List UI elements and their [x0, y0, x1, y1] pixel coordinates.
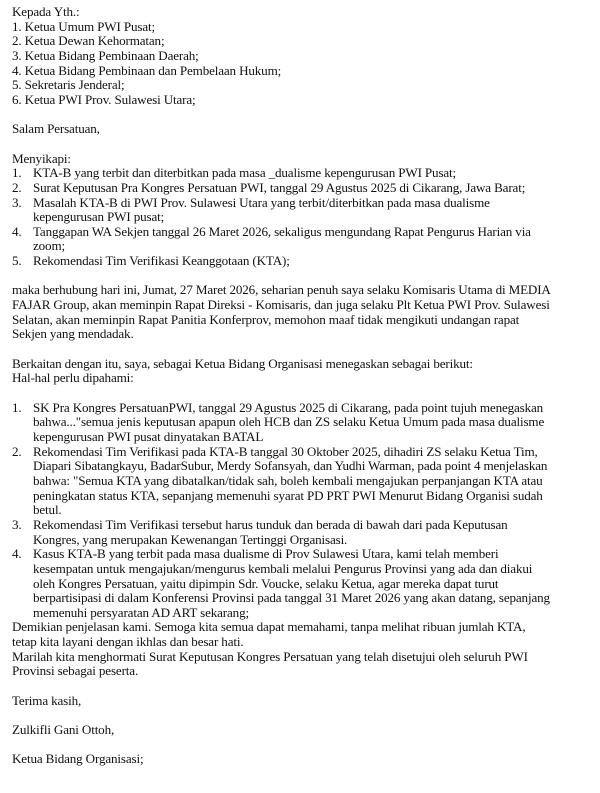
- item-number: 4.: [12, 223, 22, 239]
- item-number: 2.: [12, 443, 22, 459]
- item-text: KTA-B yang terbit dan diterbitkan pada masa _dualisme kepengurusan PWI Pusat;: [33, 165, 457, 181]
- item-text: bahwa..."semua jenis keputusan apapun oleh HCB dan ZS selaku Ketua Umum pada masa dualisme: [33, 414, 545, 430]
- item-text: berpartisipasi di dalam Konferensi Provinsi pada tanggal 31 Maret 2026 yang akan datang, sepanjang: [33, 590, 550, 606]
- spacer: [12, 108, 592, 123]
- spacer: [12, 137, 592, 152]
- item-text: kepengurusan PWI pusat;: [33, 209, 165, 225]
- recipient-item: 2. Ketua Dewan Kehormatan;: [12, 33, 165, 49]
- paragraph-line: Marilah kita menghormati Surat Keputusan Kongres Persatuan yang telah disetujui oleh seluruh PWI: [12, 648, 528, 664]
- paragraph-line: Hal-hal perlu dipahami:: [12, 370, 134, 386]
- recipient-item: 1. Ketua Umum PWI Pusat;: [12, 18, 155, 34]
- point-item: [12, 445, 592, 518]
- recipient-item: 5. Sekretaris Jenderal;: [12, 77, 125, 93]
- closing-paragraph: [12, 620, 592, 679]
- considering-item: [12, 225, 592, 254]
- item-number: 5.: [12, 253, 22, 269]
- item-number: 2.: [12, 179, 22, 195]
- paragraph-line: Provinsi sebagai peserta.: [12, 663, 139, 679]
- spacer: [12, 342, 592, 357]
- paragraph-line: Berkaitan dengan itu, saya, sebagai Ketua Bidang Organisasi menegaskan sebagai berikut:: [12, 355, 473, 371]
- recipient-item: 3. Ketua Bidang Pembinaan Daerah;: [12, 47, 199, 63]
- item-text: bahwa: "Semua KTA yang dibatalkan/tidak sah, boleh kembali mengajukan perpanjangan KTA atau: [33, 472, 543, 488]
- item-text: kesempatan untuk mengajukan/mengurus kembali melalui Pengurus Provinsi yang ada dan diakui: [33, 560, 533, 576]
- point-item: [12, 547, 592, 620]
- thanks: Terima kasih,: [12, 692, 82, 708]
- spacer: [12, 386, 592, 401]
- recipient-item: 6. Ketua PWI Prov. Sulawesi Utara;: [12, 91, 196, 107]
- paragraph-line: maka berhubung hari ini, Jumat, 27 Maret 2026, seharian penuh saya selaku Komisaris Utama di MEDIA: [12, 282, 551, 298]
- spacer: [12, 269, 592, 284]
- paragraph-line: Sekjen yang mendadak.: [12, 326, 134, 342]
- item-text: Rekomendasi Tim Verifikasi pada KTA-B tanggal 30 Oktober 2025, dihadiri ZS selaku Ketua Tim,: [33, 443, 538, 459]
- paragraph-statement: [12, 357, 592, 386]
- item-number: 1.: [12, 165, 22, 181]
- item-number: 1.: [12, 399, 22, 415]
- item-text: SK Pra Kongres PersatuanPWI, tanggal 29 Agustus 2025 di Cikarang, pada point tujuh menegaskan: [33, 399, 544, 415]
- item-text: memenuhi persyaratan AD ART sekarang;: [33, 604, 249, 620]
- item-text: Kongres, yang merupakan Kewenangan Tertinggi Organisasi.: [33, 531, 348, 547]
- paragraph-line: Demikian penjelasan kami. Semoga kita semua dapat memahami, tanpa melihat ribuan jumlah KTA,: [12, 619, 526, 635]
- item-text: betul.: [33, 502, 62, 518]
- point-item: [12, 518, 592, 547]
- item-number: 3.: [12, 194, 22, 210]
- point-item: [12, 401, 592, 445]
- signer-name: Zulkifli Gani Ottoh,: [12, 722, 115, 738]
- paragraph-line: Selatan, akan meminpin Rapat Panitia Konferprov, memohon maaf tidak mengikuti undangan rapat: [12, 311, 520, 327]
- considering-item: [12, 254, 592, 269]
- item-text: Masalah KTA-B di PWI Prov. Sulawesi Utara yang terbit/diterbitkan pada masa dualisme: [33, 194, 490, 210]
- item-text: Diapari Sibatangkayu, BadarSubur, Merdy Sofansyah, dan Yudhi Warman, pada point 4 menjelaskan: [33, 458, 548, 474]
- item-text: Tanggapan WA Sekjen tanggal 26 Maret 2026, sekaligus mengundang Rapat Pengurus Harian via: [33, 223, 531, 239]
- spacer: [12, 679, 592, 694]
- item-text: kepengurusan PWI pusat dinyatakan BATAL: [33, 428, 264, 444]
- points-list: [12, 401, 592, 621]
- greeting: Salam Persatuan,: [12, 121, 100, 137]
- paragraph-explanation: [12, 283, 592, 342]
- paragraph-line: tetap kita layani dengan ikhlas dan besar hati.: [12, 634, 244, 650]
- item-text: Rekomendasi Tim Verifikasi tersebut harus tunduk dan berada di bawah dari pada Keputusan: [33, 516, 508, 532]
- item-text: Rekomendasi Tim Verifikasi Keanggotaan (KTA);: [33, 253, 290, 269]
- spacer: [12, 738, 592, 753]
- considering-item: [12, 166, 592, 181]
- considering-item: [12, 181, 592, 196]
- paragraph-line: FAJAR Group, akan meminpin Rapat Direksi - Komisaris, dan juga selaku Plt Ketua PWI Prov. Sulawesi: [12, 297, 550, 313]
- salutation-to: Kepada Yth.:: [12, 4, 80, 19]
- item-number: 4.: [12, 546, 22, 562]
- item-text: Surat Keputusan Pra Kongres Persatuan PWI, tanggal 29 Agustus 2025 di Cikarang, Jawa Barat;: [33, 179, 526, 195]
- signer-title: Ketua Bidang Organisasi;: [12, 751, 144, 767]
- considering-list: [12, 166, 592, 269]
- recipient-list: [12, 20, 592, 108]
- item-text: oleh Kongres Persatuan, yaitu dipimpin Sdr. Voucke, selaku Ketua, agar mereka dapat turut: [33, 575, 499, 591]
- spacer: [12, 708, 592, 723]
- considering-heading: Menyikapi:: [12, 150, 71, 166]
- item-text: zoom;: [33, 238, 65, 254]
- recipient-item: 4. Ketua Bidang Pembinaan dan Pembelaan Hukum;: [12, 62, 282, 78]
- item-text: peningkatan status KTA, sepanjang memenuhi syarat PD PRT PWI Menurut Bidang Organisi sudah: [33, 487, 543, 503]
- considering-item: [12, 196, 592, 225]
- item-text: Kasus KTA-B yang terbit pada masa dualisme di Prov Sulawesi Utara, kami telah memberi: [33, 546, 499, 562]
- item-number: 3.: [12, 516, 22, 532]
